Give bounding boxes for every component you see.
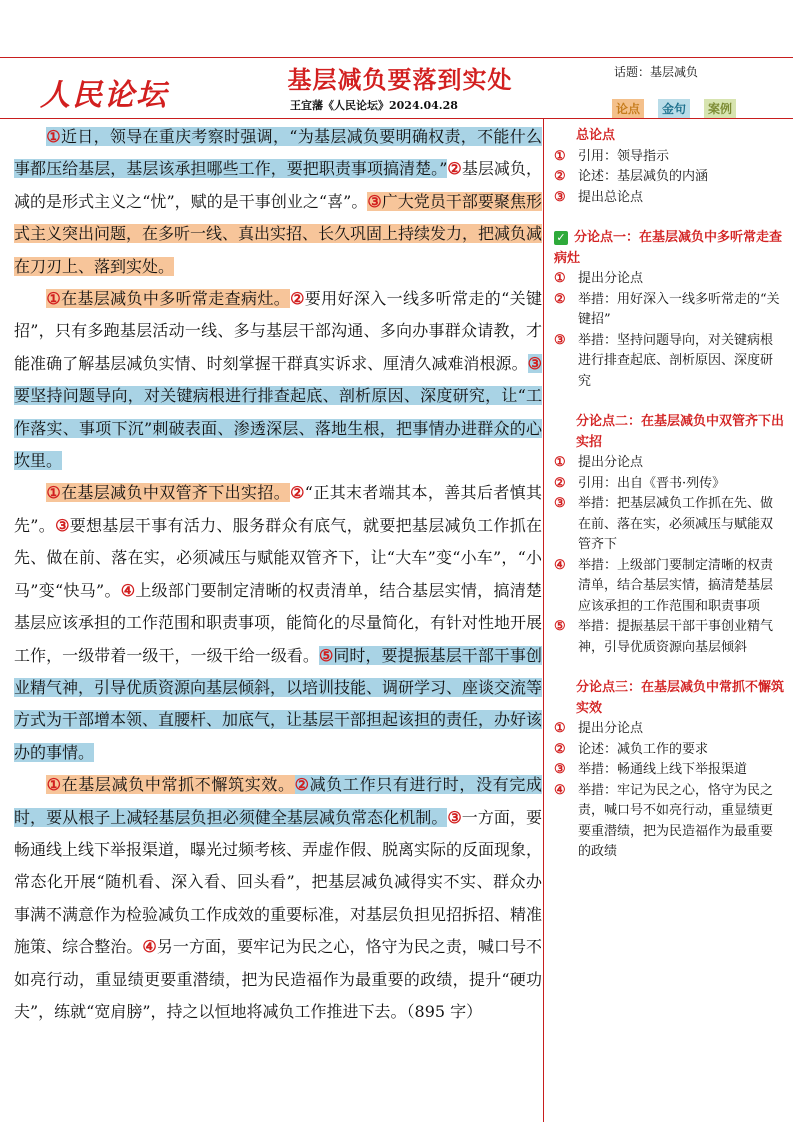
paragraph-4 — [14, 769, 542, 1028]
outline-item — [554, 474, 784, 495]
outline-item — [554, 719, 784, 740]
section-spacer — [554, 658, 784, 678]
sentence-text: 要想基层干事有活力、服务群众有底气，就要把基层减负工作抓在先、做在前、落在实，必须减压与赋能双管齐下，让“大车”变“小车”，“小马”变“快马”。 — [14, 515, 542, 600]
sentence-number: ② — [447, 159, 462, 179]
outline-item — [554, 617, 784, 658]
outline-item-text: 举措：坚持问题导向，对关键病根进行排查起底、剖析原因、深度研究 — [578, 332, 774, 389]
legend-tag-argument: 论点 — [612, 99, 644, 118]
outline-item-number: ① — [554, 455, 566, 470]
outline-section-title — [554, 126, 784, 147]
outline-item — [554, 494, 784, 556]
outline-item — [554, 781, 784, 863]
outline-item — [554, 331, 784, 393]
paragraph-2 — [14, 283, 542, 477]
outline-section-title — [554, 228, 784, 269]
outline-item — [554, 290, 784, 331]
sentence-text: 在基层减负中双管齐下出实招。 — [61, 483, 291, 503]
outline-item-number: ③ — [554, 496, 566, 511]
outline-item-text: 举措：牢记为民之心，恪守为民之责，喊口号不如亮行动，重显绩更要重潜绩，把为民造福作为最重要的政绩 — [578, 782, 774, 859]
sentence — [46, 483, 290, 502]
outline-item — [554, 188, 784, 209]
header-bottom-rule — [0, 118, 793, 119]
outline-section-title-text: 分论点一：在基层减负中多听常走查病灶 — [554, 230, 783, 266]
sentence-number: ② — [290, 483, 305, 503]
topic-label: 话题：基层减负 — [614, 65, 699, 79]
header-top-rule — [0, 57, 793, 58]
article-byline: 王宜藩《人民论坛》2024.04.28 — [290, 99, 458, 112]
sentence — [14, 808, 542, 957]
outline-item-number: ③ — [554, 762, 566, 777]
sentence-number: ① — [46, 127, 61, 146]
sentence-text: “正其末者端其本，善其后者慎其先”。 — [14, 483, 542, 535]
sentence-number: ② — [290, 289, 305, 309]
outline-item — [554, 740, 784, 761]
outline-item-text: 引用：出自《晋书·列传》 — [578, 475, 726, 491]
outline-item-number: ④ — [554, 782, 566, 798]
sentence-number: ④ — [142, 937, 157, 957]
outline-item-number: ① — [554, 271, 566, 286]
outline-item-number: ④ — [554, 557, 566, 573]
sentence-number: ② — [294, 775, 310, 795]
sentence-text: 要坚持问题导向，对关键病根进行排查起底、剖析原因、深度研究，让“工作落实、事项下沉”刺破表面、渗透深层、落地生根，把事情办进群众的心坎里。 — [14, 386, 542, 471]
sentence-text: 上级部门要制定清晰的权责清单，结合基层实情，搞清楚基层应该承担的工作范围和职责事项，能简化的尽量简化，有针对性地开展工作，一级带着一级干，一级干给一级看。 — [14, 580, 543, 665]
section-spacer — [554, 208, 784, 228]
sentence-number: ① — [46, 775, 62, 795]
outline-item-text: 举措：把基层减负工作抓在先、做在前、落在实，必须减压与赋能双管齐下 — [578, 496, 774, 552]
sentence-number: ③ — [527, 353, 542, 373]
paragraph-3 — [14, 477, 542, 769]
checkmark-icon: ✓ — [554, 231, 568, 245]
sentence-text: 在基层减负中多听常走查病灶。 — [61, 289, 291, 309]
outline-item-text: 举措：畅通线上线下举报渠道 — [578, 762, 748, 777]
outline-item — [554, 269, 784, 290]
sentence-number: ④ — [120, 580, 136, 600]
paragraph-1 — [14, 121, 542, 283]
sentence-text: 减负工作只有进行时，没有完成时，要从根子上减轻基层负担必须健全基层减负常态化机制。 — [14, 775, 542, 827]
outline-section-title-text: 总论点 — [576, 128, 616, 143]
outline-sidebar — [554, 126, 784, 863]
outline-item-text: 提出分论点 — [578, 455, 644, 470]
sentence-text: 在基层减负中常抓不懈筑实效。 — [61, 775, 295, 795]
outline-item-number: ① — [554, 721, 566, 736]
sentence-number: ⑤ — [318, 645, 334, 665]
outline-item-text: 论述：减负工作的要求 — [578, 741, 709, 757]
outline-item — [554, 760, 784, 781]
publication-logo: 人民论坛 — [40, 78, 168, 113]
outline-item-text: 提出分论点 — [578, 721, 644, 736]
sentence-number: ③ — [55, 515, 70, 535]
legend-tag-quote: 金句 — [658, 99, 690, 118]
sentence-number: ① — [46, 289, 62, 309]
outline-item-number: ② — [554, 741, 566, 757]
legend-tag-case: 案例 — [704, 99, 736, 118]
sentence-text: 同时，要提振基层干部干事创业精气神，引导优质资源向基层倾斜，以培训技能、调研学习、座谈交流等方式为干部增本领、直腰杆、加底气，让基层干部担起该担的责任，办好该办的事情。 — [14, 645, 543, 762]
sentence-number: ③ — [367, 191, 382, 211]
article-title: 基层减负要落到实处 — [287, 65, 513, 94]
outline-item-text: 提出总论点 — [578, 189, 644, 205]
outline-section-title — [554, 412, 784, 453]
outline-item — [554, 147, 784, 168]
outline-item-number: ② — [554, 475, 566, 491]
sentence-text: 要用好深入一线多听常走的“关键招”，只有多跑基层活动一线、多与基层干部沟通、多向办事群众请教，才能准确了解基层减负实情、时刻掌握干群真实诉求、厘清久减难消根源。 — [14, 289, 542, 373]
outline-item — [554, 453, 784, 474]
outline-item-text: 引用：领导指示 — [578, 148, 670, 164]
sentence — [46, 289, 290, 308]
outline-item-text: 举措：上级部门要制定清晰的权责清单，结合基层实情，搞清楚基层应该承担的工作范围和职责事项 — [578, 557, 774, 614]
outline-section-title-text: 分论点三：在基层减负中常抓不懈筑实效 — [576, 680, 785, 716]
section-spacer — [554, 392, 784, 412]
sentence-number: ① — [46, 483, 62, 503]
outline-item-number: ② — [554, 291, 566, 307]
outline-item-number: ③ — [554, 332, 566, 348]
column-divider — [543, 118, 544, 1122]
sentence-text: 基层减负，减的是形式主义之“忧”，赋的是干事创业之“喜”。 — [14, 159, 542, 211]
sentence — [46, 775, 295, 794]
sentence-text: 近日，领导在重庆考察时强调，“为基层减负要明确权责，不能什么事都压给基层，基层该承担哪些工作，要把职责事项搞清楚。” — [14, 127, 543, 179]
outline-item-text: 提出分论点 — [578, 271, 644, 286]
outline-item-number: ⑤ — [554, 619, 566, 634]
outline-item — [554, 556, 784, 618]
outline-section-title-text: 分论点二：在基层减负中双管齐下出实招 — [576, 414, 785, 450]
outline-section-title — [554, 678, 784, 719]
outline-item-text: 举措：用好深入一线多听常走的“关键招” — [578, 291, 780, 327]
sentence-text: 广大党员干部要聚焦形式主义突出问题，在多听一线、真出实招、长久巩固上持续发力，把减负减在刀刃上、落到实处。 — [14, 191, 543, 276]
article-body — [14, 121, 542, 1028]
sentence-number: ③ — [447, 807, 462, 827]
outline-item — [554, 167, 784, 188]
outline-item-number: ① — [554, 148, 566, 164]
outline-item-text: 举措：提振基层干部干事创业精气神，引导优质资源向基层倾斜 — [578, 619, 774, 655]
sentence-text: 另一方面，要牢记为民之心，恪守为民之责，喊口号不如亮行动，重显绩更要重潜绩，把为民造福作为最重要的政绩，提升“硬功夫”，练就“宽肩膀”，持之以恒地将减负工作推进下去。（895 字） — [14, 937, 542, 1021]
outline-item-number: ② — [554, 169, 566, 184]
sentence-text: 一方面，要畅通线上线下举报渠道，曝光过频考核、弄虚作假、脱离实际的反面现象，常态化开展“随机看、深入看、回头看”，把基层减负减得实不实、群众办事满不满意作为检验减负工作成效的重要标准，对基层负担见招拆招、精准施策、综合整治。 — [14, 807, 543, 957]
outline-item-number: ③ — [554, 189, 566, 205]
legend-tags — [612, 99, 736, 118]
outline-item-text: 论述：基层减负的内涵 — [578, 169, 709, 184]
